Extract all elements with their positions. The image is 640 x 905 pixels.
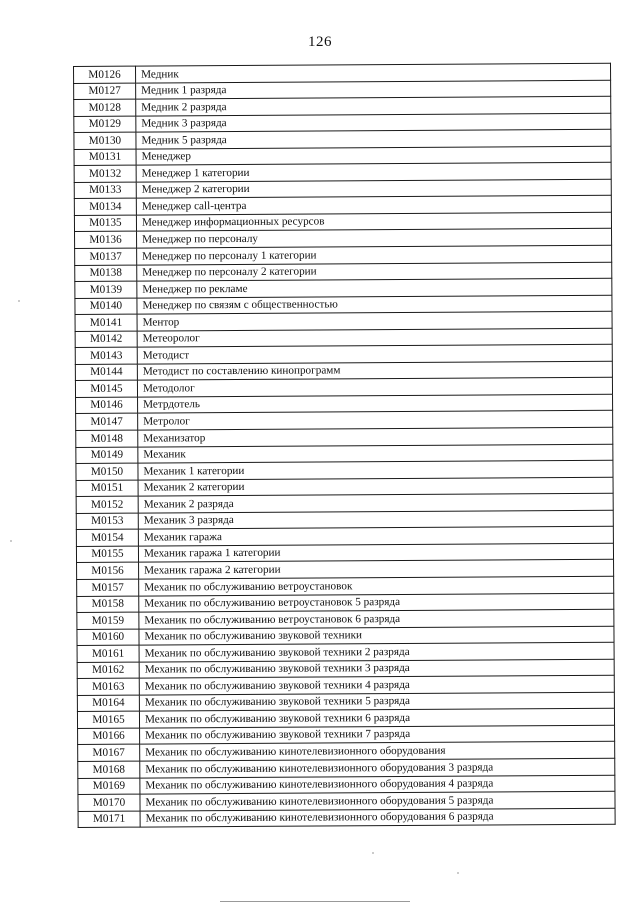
row-occupation-name: Медник bbox=[136, 63, 611, 82]
row-occupation-name: Механик по обслуживанию ветроустановок 6 разряда bbox=[139, 609, 614, 628]
row-code: М0146 bbox=[76, 397, 138, 414]
row-code: М0152 bbox=[76, 496, 138, 513]
row-occupation-name: Менеджер информационных ресурсов bbox=[136, 212, 611, 231]
row-code: М0154 bbox=[76, 529, 138, 546]
row-code: М0133 bbox=[74, 182, 136, 199]
row-occupation-name: Метрдотель bbox=[138, 394, 613, 413]
row-code: М0161 bbox=[77, 645, 139, 662]
row-occupation-name: Менеджер по персоналу 2 категории bbox=[137, 262, 612, 281]
row-code: М0126 bbox=[74, 66, 136, 83]
row-occupation-name: Менеджер по связям с общественностью bbox=[137, 295, 612, 314]
row-code: М0155 bbox=[76, 546, 138, 563]
row-code: М0150 bbox=[76, 463, 138, 480]
row-code: М0147 bbox=[76, 414, 138, 431]
row-occupation-name: Менеджер по персоналу 1 категории bbox=[137, 245, 612, 264]
row-occupation-name: Механик по обслуживанию звуковой техники 4 разряда bbox=[139, 675, 614, 694]
row-code: М0129 bbox=[74, 116, 136, 133]
row-code: М0171 bbox=[78, 811, 140, 828]
row-code: М0153 bbox=[76, 513, 138, 530]
row-code: М0162 bbox=[77, 662, 139, 679]
row-occupation-name: Механик по обслуживанию звуковой техники 3 разряда bbox=[139, 659, 614, 678]
row-code: М0138 bbox=[75, 265, 137, 282]
row-code: М0137 bbox=[75, 248, 137, 265]
row-code: М0136 bbox=[75, 232, 137, 249]
row-code: М0169 bbox=[78, 778, 140, 795]
row-code: М0135 bbox=[74, 215, 136, 232]
row-code: М0148 bbox=[76, 430, 138, 447]
row-occupation-name: Ментор bbox=[137, 311, 612, 330]
row-occupation-name: Менеджер 2 категории bbox=[136, 179, 611, 198]
row-occupation-name: Механик bbox=[138, 444, 613, 463]
row-occupation-name: Механик по обслуживанию ветроустановок bbox=[139, 576, 614, 595]
row-code: М0127 bbox=[74, 83, 136, 100]
row-occupation-name: Менеджер по рекламе bbox=[137, 278, 612, 297]
row-occupation-name: Медник 1 разряда bbox=[136, 80, 611, 99]
row-code: М0139 bbox=[75, 281, 137, 298]
row-occupation-name: Методист bbox=[137, 345, 612, 364]
row-code: М0140 bbox=[75, 298, 137, 315]
row-code: М0151 bbox=[76, 480, 138, 497]
page-number: 126 bbox=[308, 34, 332, 50]
row-code: М0165 bbox=[77, 711, 139, 728]
row-code: М0141 bbox=[75, 314, 137, 331]
row-occupation-name: Механик по обслуживанию кинотелевизионного оборудования 5 разряда bbox=[140, 791, 615, 810]
row-occupation-name: Механик по обслуживанию звуковой техники 5 разряда bbox=[139, 692, 614, 711]
row-occupation-name: Механик по обслуживанию звуковой техники bbox=[139, 626, 614, 645]
row-code: М0159 bbox=[77, 612, 139, 629]
row-occupation-name: Менеджер по персоналу bbox=[137, 229, 612, 248]
row-occupation-name: Механик по обслуживанию звуковой техники 7 разряда bbox=[140, 725, 615, 744]
row-occupation-name: Механик по обслуживанию кинотелевизионного оборудования 4 разряда bbox=[140, 775, 615, 794]
row-code: М0166 bbox=[78, 728, 140, 745]
row-occupation-name: Менеджер 1 категории bbox=[136, 162, 611, 181]
row-code: М0149 bbox=[76, 447, 138, 464]
row-occupation-name: Методист по составлению кинопрограмм bbox=[137, 361, 612, 380]
row-code: М0167 bbox=[78, 745, 140, 762]
row-occupation-name: Медник 3 разряда bbox=[136, 113, 611, 132]
row-occupation-name: Медник 2 разряда bbox=[136, 96, 611, 115]
row-code: М0132 bbox=[74, 165, 136, 182]
scan-speck bbox=[457, 872, 459, 874]
row-code: М0134 bbox=[74, 198, 136, 215]
row-code: М0163 bbox=[77, 678, 139, 695]
row-occupation-name: Медник 5 разряда bbox=[136, 129, 611, 148]
row-code: М0158 bbox=[77, 596, 139, 613]
row-occupation-name: Механик гаража bbox=[138, 527, 613, 546]
row-occupation-name: Механик по обслуживанию звуковой техники 6 разряда bbox=[139, 709, 614, 728]
row-occupation-name: Методолог bbox=[137, 378, 612, 397]
row-code: М0156 bbox=[77, 563, 139, 580]
row-code: М0164 bbox=[77, 695, 139, 712]
row-occupation-name: Механик 2 категории bbox=[138, 477, 613, 496]
row-code: М0143 bbox=[75, 347, 137, 364]
scan-speck bbox=[10, 540, 12, 542]
scan-edge-line bbox=[220, 901, 410, 902]
row-occupation-name: Механик по обслуживанию звуковой техники 2 разряда bbox=[139, 642, 614, 661]
row-code: М0145 bbox=[75, 381, 137, 398]
row-code: М0157 bbox=[77, 579, 139, 596]
occupation-codes-table bbox=[73, 63, 616, 828]
row-code: М0168 bbox=[78, 761, 140, 778]
row-occupation-name: Механизатор bbox=[138, 427, 613, 446]
row-code: М0131 bbox=[74, 149, 136, 166]
scan-speck bbox=[372, 852, 374, 854]
row-occupation-name: Менеджер call-центра bbox=[136, 196, 611, 215]
row-occupation-name: Метеоролог bbox=[137, 328, 612, 347]
row-occupation-name: Механик по обслуживанию кинотелевизионного оборудования bbox=[140, 742, 615, 761]
row-code: М0128 bbox=[74, 99, 136, 116]
row-code: М0130 bbox=[74, 132, 136, 149]
row-occupation-name: Механик по обслуживанию кинотелевизионного оборудования 3 разряда bbox=[140, 758, 615, 777]
table-body bbox=[74, 63, 616, 827]
row-code: М0142 bbox=[75, 331, 137, 348]
scan-speck bbox=[18, 300, 20, 302]
row-code: М0170 bbox=[78, 794, 140, 811]
row-occupation-name: Механик 2 разряда bbox=[138, 493, 613, 512]
row-occupation-name: Механик 3 разряда bbox=[138, 510, 613, 529]
row-occupation-name: Механик по обслуживанию ветроустановок 5 разряда bbox=[139, 593, 614, 612]
row-occupation-name: Механик по обслуживанию кинотелевизионного оборудования 6 разряда bbox=[140, 808, 615, 827]
row-occupation-name: Механик гаража 1 категории bbox=[138, 543, 613, 562]
table-row bbox=[78, 808, 615, 828]
row-code: М0160 bbox=[77, 629, 139, 646]
row-occupation-name: Механик гаража 2 категории bbox=[139, 560, 614, 579]
row-occupation-name: Метролог bbox=[138, 411, 613, 430]
row-occupation-name: Механик 1 категории bbox=[138, 460, 613, 479]
row-occupation-name: Менеджер bbox=[136, 146, 611, 165]
row-code: М0144 bbox=[75, 364, 137, 381]
